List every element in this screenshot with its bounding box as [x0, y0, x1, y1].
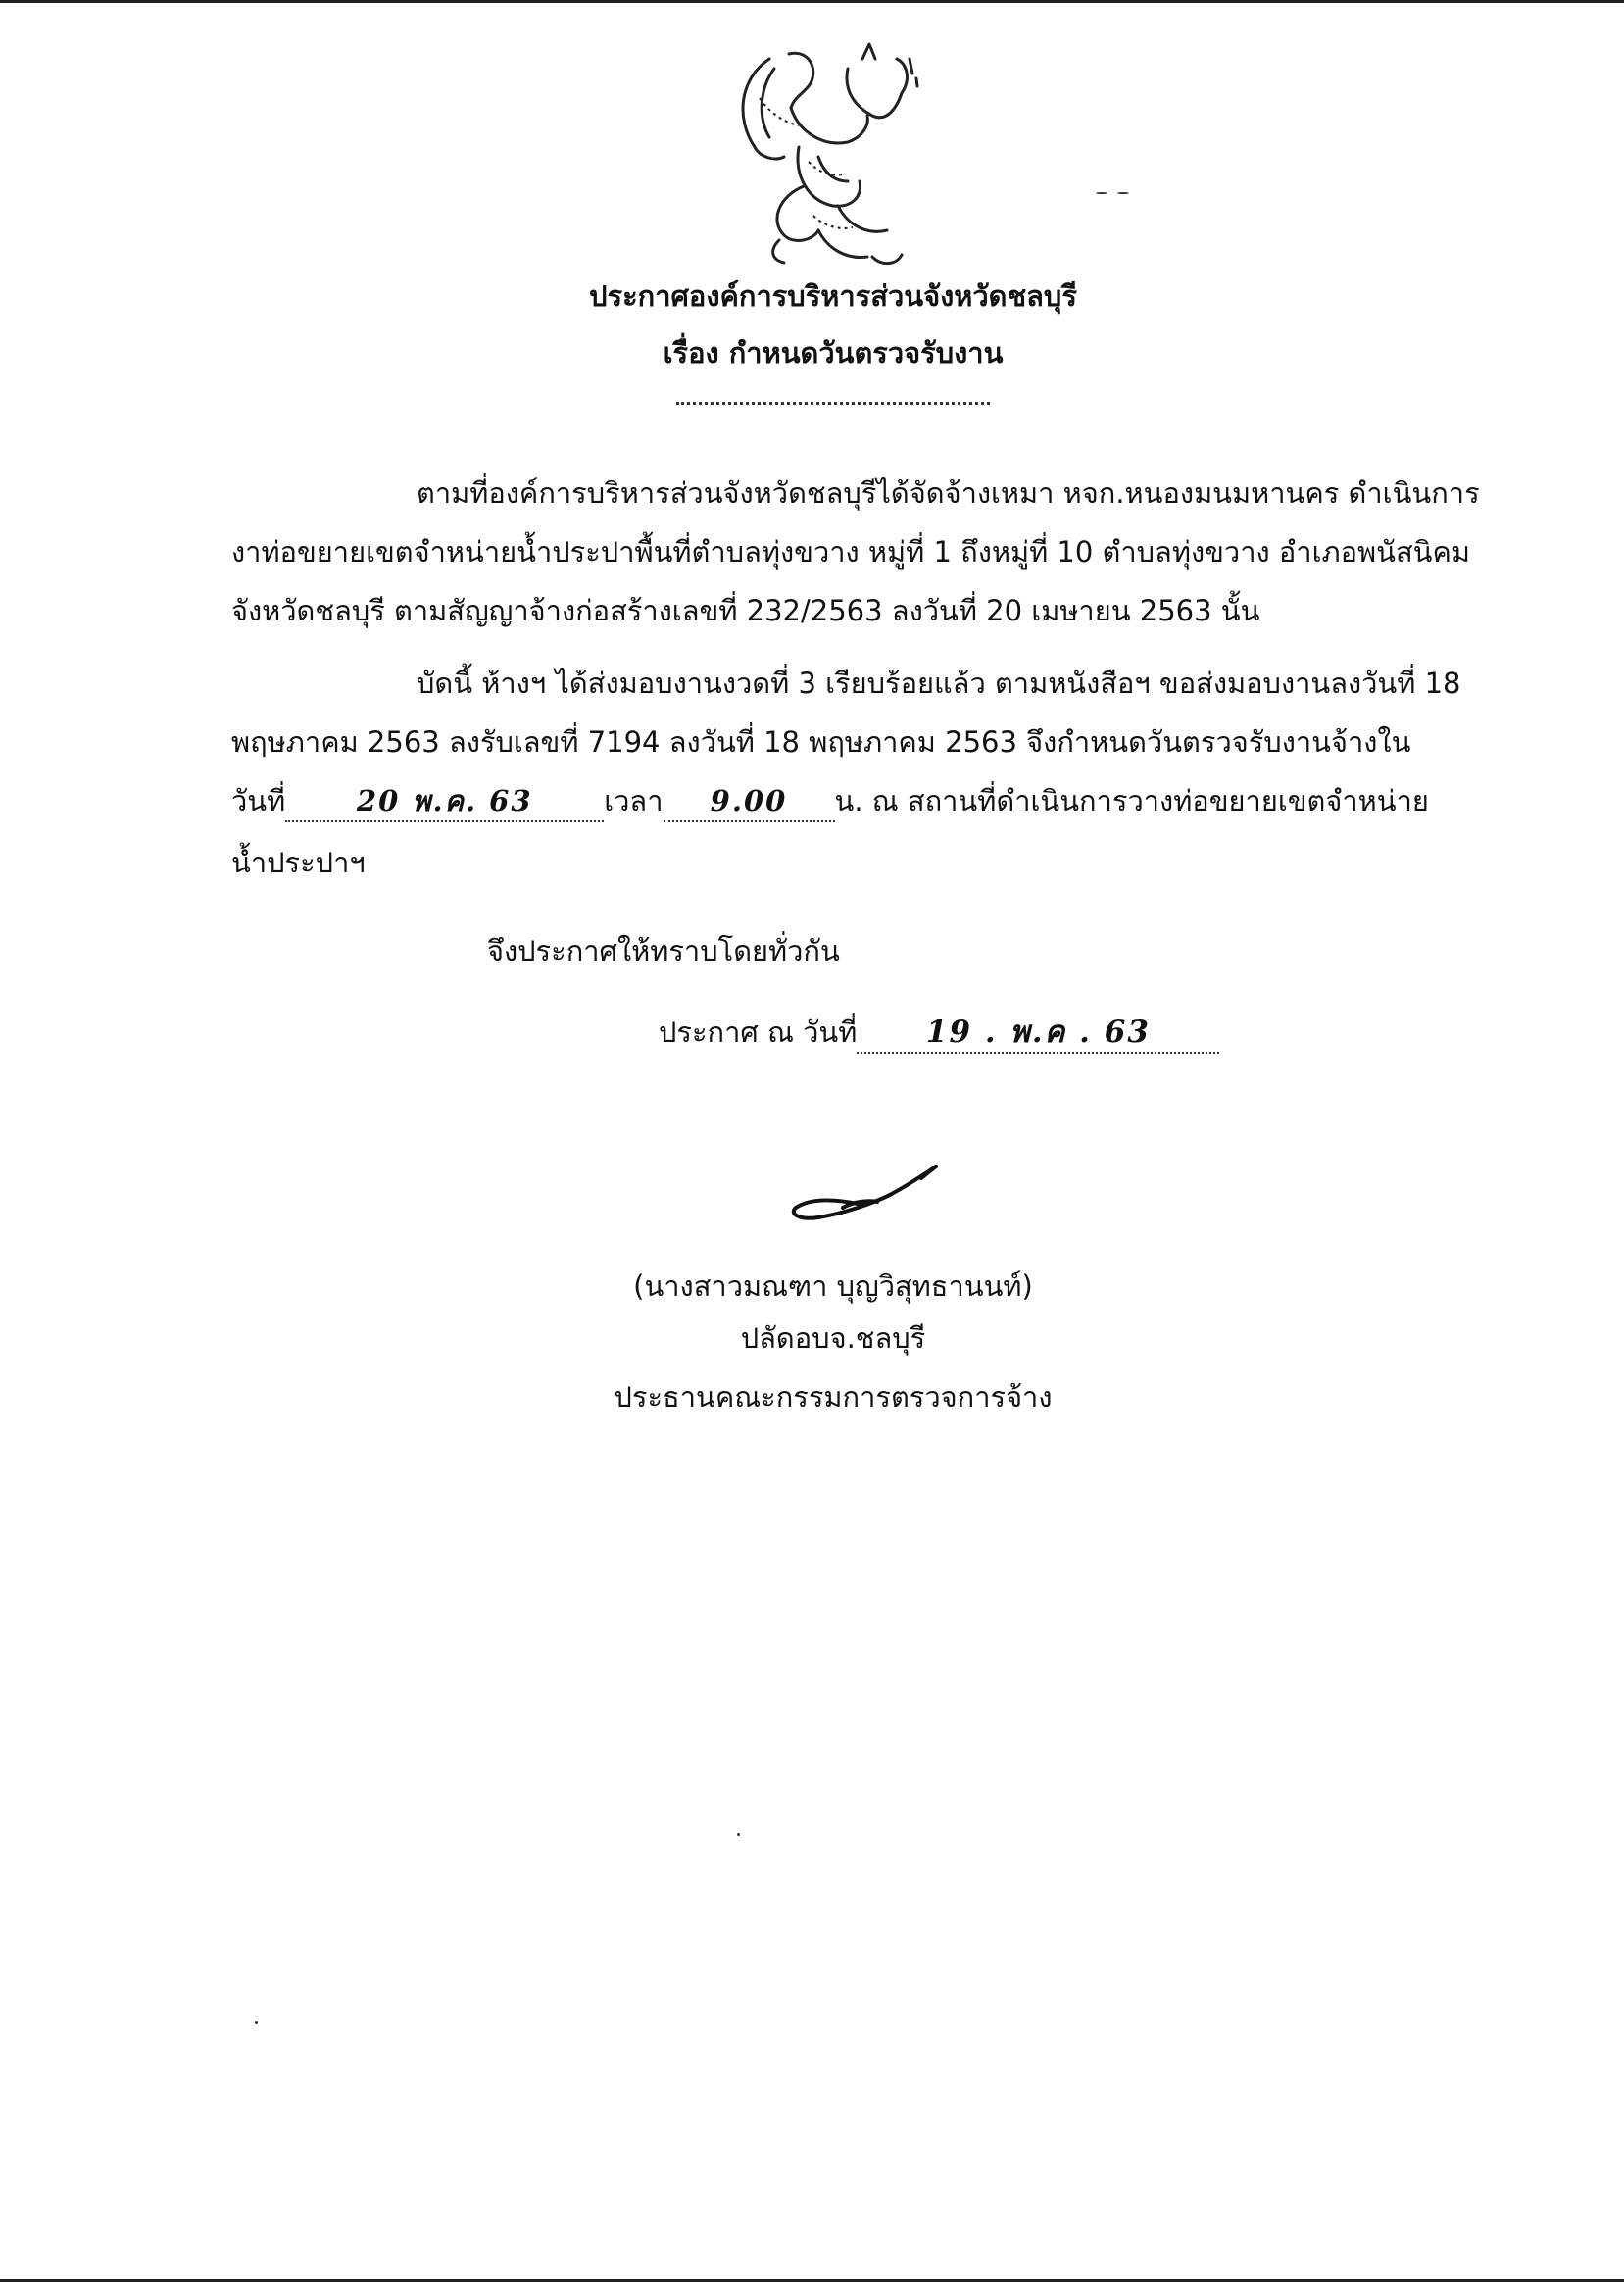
signatory-role: ประธานคณะกรรมการตรวจการจ้าง — [614, 1380, 1053, 1414]
inspection-date-handwritten: 20 พ.ค. 63 — [285, 781, 604, 822]
paragraph1-line2: งาท่อขยายเขตจำหน่ายน้ำประปาพื้นที่ตำบลทุ่งขวาง หมู่ที่ 1 ถึงหมู่ที่ 10 ตำบลทุ่งขวาง อำเภอพนัสนิคม — [231, 535, 1471, 569]
announcement-title: ประกาศองค์การบริหารส่วนจังหวัดชลบุรี — [589, 279, 1077, 313]
garuda-emblem-icon — [701, 39, 946, 284]
header-dotted-divider — [676, 402, 990, 405]
paragraph2-line3-rest: น. ณ สถานที่ดำเนินการวางท่อขยายเขตจำหน่าย — [834, 784, 1429, 818]
paragraph1-line3: จังหวัดชลบุรี ตามสัญญาจ้างก่อสร้างเลขที่ 232/2563 ลงวันที่ 20 เมษายน 2563 นั้น — [231, 594, 1260, 627]
announce-date-handwritten: 19 . พ.ค . 63 — [857, 1013, 1219, 1054]
page-top-edge — [0, 0, 1624, 3]
inspection-time-handwritten: 9.00 — [664, 781, 835, 822]
scan-speck — [737, 1833, 740, 1836]
announcement-subject: เรื่อง กำหนดวันตรวจรับงาน — [663, 336, 1004, 370]
paragraph1-line1: ตามที่องค์การบริหารส่วนจังหวัดชลบุรีได้จัดจ้างเหมา หจก.หนองมนมหานคร ดำเนินการ — [417, 476, 1480, 510]
signatory-position: ปลัดอบจ.ชลบุรี — [740, 1321, 926, 1355]
inspection-date-label: วันที่ — [231, 784, 286, 818]
inspection-time-label: เวลา — [604, 784, 664, 818]
handwritten-signature — [784, 1157, 951, 1235]
paragraph2-line3 — [231, 781, 1429, 822]
announce-date-label: ประกาศ ณ วันที่ — [659, 1016, 858, 1049]
speck-mark — [1096, 192, 1107, 194]
paragraph2-line4: น้ำประปาฯ — [231, 846, 366, 879]
announce-to-all: จึงประกาศให้ทราบโดยทั่วกัน — [487, 934, 840, 967]
speck-mark — [1117, 192, 1129, 194]
signatory-name: (นางสาวมณฑา บุญวิสุทธานนท์) — [633, 1269, 1033, 1303]
announce-date-line — [659, 1013, 1219, 1054]
scan-speck — [255, 2021, 258, 2024]
paragraph2-line2: พฤษภาคม 2563 ลงรับเลขที่ 7194 ลงวันที่ 18 พฤษภาคม 2563 จึงกำหนดวันตรวจรับงานจ้างใน — [231, 725, 1411, 759]
paragraph2-line1: บัดนี้ ห้างฯ ได้ส่งมอบงานงวดที่ 3 เรียบร้อยแล้ว ตามหนังสือฯ ขอส่งมอบงานลงวันที่ 18 — [417, 667, 1461, 700]
